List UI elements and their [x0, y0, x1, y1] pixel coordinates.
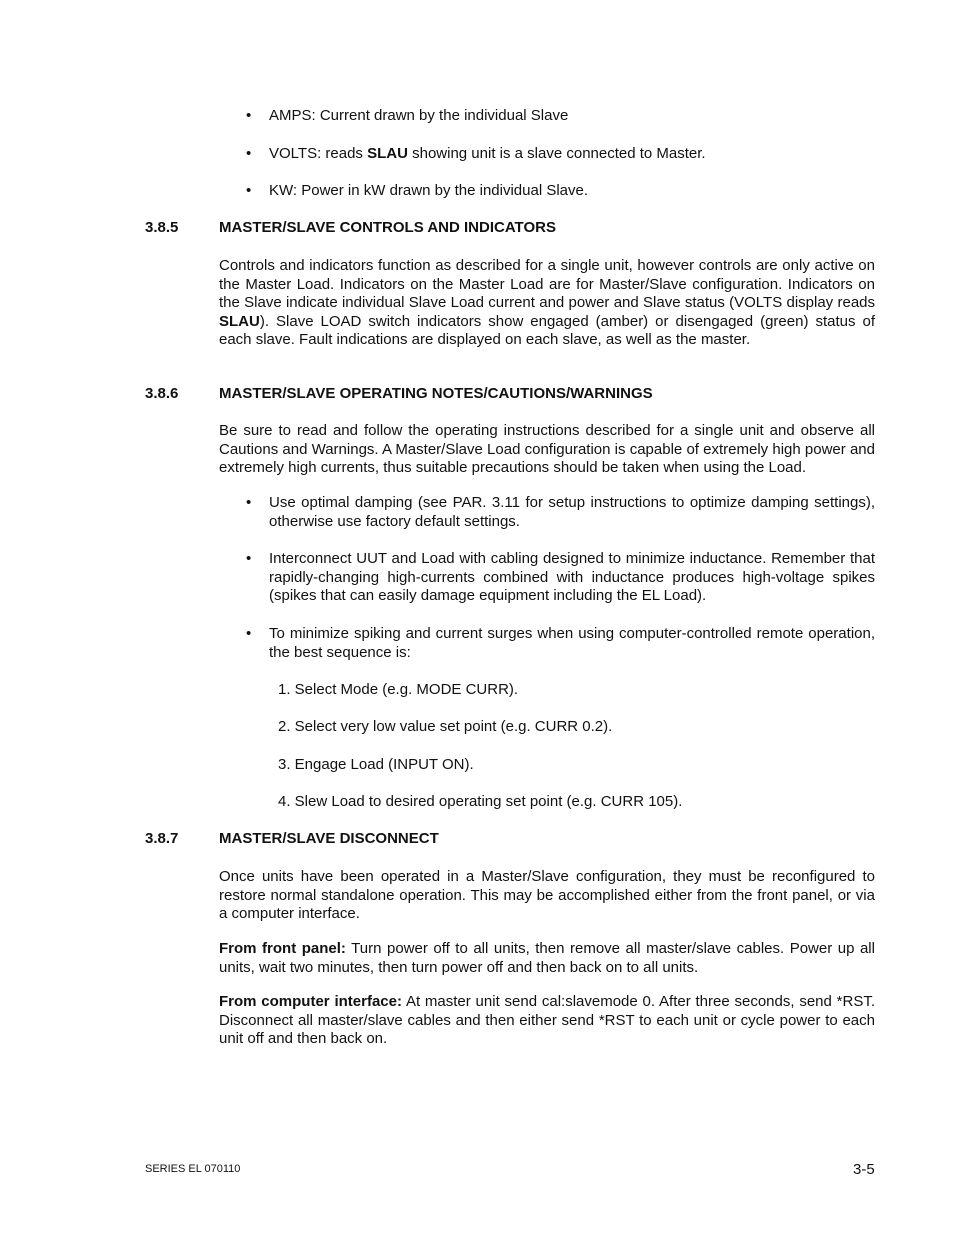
bullet-interconnect [246, 550, 875, 606]
bullet-kw [246, 182, 875, 201]
paragraph-text-bold: SLAU [219, 312, 260, 330]
paragraph-computer-interface [219, 993, 875, 1049]
bullet-marker: • [246, 145, 252, 162]
bullet-damping [246, 494, 875, 531]
bullet-amps [246, 107, 875, 126]
bullet-text: KW: Power in kW drawn by the individual Slave. [269, 182, 589, 199]
step-1: 1. Select Mode (e.g. MODE CURR). [278, 681, 519, 698]
section-number: 3.8.6 [145, 385, 179, 402]
bullet-volts [246, 145, 875, 164]
section-number: 3.8.5 [145, 219, 179, 236]
bullet-marker: • [246, 182, 252, 199]
step-2: 2. Select very low value set point (e.g. CURR 0.2). [278, 718, 613, 735]
step-3: 3. Engage Load (INPUT ON). [278, 756, 474, 773]
bullet-marker: • [246, 550, 252, 567]
paragraph-lead-bold: From computer interface: [219, 993, 402, 1010]
bullet-text: Interconnect UUT and Load with cabling designed to minimize inductance. Remember that rapidly-changing high-currents combined with inductance produces high-voltage spikes (spikes that can easily damage equipment including the EL Load). [269, 550, 875, 605]
paragraph-disconnect-intro: Once units have been operated in a Master/Slave configuration, they must be reconfigured to restore normal standalone operation. This may be accomplished either from the front panel, or via a computer interface. [219, 868, 875, 923]
bullet-text-post: showing unit is a slave connected to Master. [407, 145, 706, 162]
bullet-text-bold: SLAU [367, 145, 408, 162]
bullet-marker: • [246, 625, 252, 642]
bullet-text: To minimize spiking and current surges when using computer-controlled remote operation, the best sequence is: [269, 625, 875, 661]
step-4: 4. Slew Load to desired operating set point (e.g. CURR 105). [278, 793, 683, 810]
section-title: MASTER/SLAVE OPERATING NOTES/CAUTIONS/WARNINGS [219, 385, 653, 402]
paragraph-text-post: ). Slave LOAD switch indicators show engaged (amber) or disengaged (green) status of each slave. Fault indications are displayed on each slave, as well as the master. [219, 312, 875, 349]
paragraph-front-panel [219, 940, 875, 977]
bullet-marker: • [246, 107, 252, 124]
paragraph-controls-indicators [219, 257, 875, 350]
paragraph-text-pre: Controls and indicators function as described for a single unit, however controls are only active on the Master Load. Indicators on the Master Load are for Master/Slave configuration. Indicators on the Slave indicate individual Slave Load current and power and Slave status (VOLTS display reads [219, 257, 875, 312]
page-number: 3-5 [853, 1161, 875, 1178]
footer-series-label: SERIES EL 070110 [145, 1163, 241, 1175]
section-number: 3.8.7 [145, 830, 179, 847]
paragraph-lead-bold: From front panel: [219, 940, 346, 957]
section-title: MASTER/SLAVE CONTROLS AND INDICATORS [219, 219, 556, 236]
bullet-text-pre: VOLTS: reads [269, 145, 368, 162]
paragraph-text: Turn power off to all units, then remove all master/slave cables. Power up all units, wait two minutes, then turn power off and then back on to all units. [219, 940, 875, 976]
bullet-text: AMPS: Current drawn by the individual Slave [269, 107, 569, 124]
bullet-marker: • [246, 494, 252, 511]
section-title: MASTER/SLAVE DISCONNECT [219, 830, 439, 847]
bullet-text [269, 145, 875, 164]
bullet-minimize-spiking [246, 625, 875, 662]
paragraph-text: At master unit send cal:slavemode 0. After three seconds, send *RST. Disconnect all master/slave cables and then either send *RST to each unit or cycle power to each unit off and then back on. [219, 993, 875, 1048]
paragraph-operating-notes: Be sure to read and follow the operating instructions described for a single unit and observe all Cautions and Warnings. A Master/Slave Load configuration is capable of extremely high power and extremely high currents, thus suitable precautions should be taken when using the Load. [219, 422, 875, 477]
bullet-text: Use optimal damping (see PAR. 3.11 for setup instructions to optimize damping settings), otherwise use factory default settings. [269, 494, 875, 530]
